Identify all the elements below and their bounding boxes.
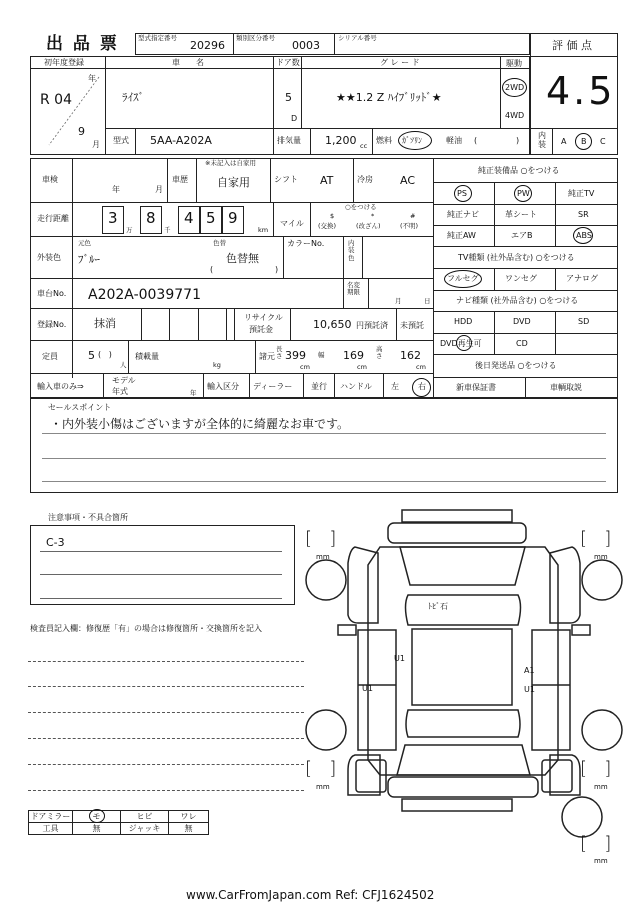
orig-color-label: 元色 bbox=[78, 239, 91, 247]
fuel-diesel: 軽油 bbox=[446, 136, 462, 145]
bracket-rl: [ ] bbox=[305, 758, 337, 779]
exchange-label: (交換) bbox=[318, 222, 337, 230]
car-name-label: 車 名 bbox=[172, 58, 204, 67]
load-unit: kg bbox=[213, 361, 221, 369]
type-label: 型式 bbox=[113, 136, 129, 145]
handle-left: 左 bbox=[391, 382, 399, 391]
dealer-option: ディーラー bbox=[253, 382, 293, 391]
recycle-label-2: 預託金 bbox=[249, 325, 273, 334]
capacity-paren: ( ) bbox=[98, 350, 112, 359]
tv-analog: アナログ bbox=[566, 274, 598, 283]
docs-title: 後日発送品 ○をつける bbox=[475, 361, 557, 370]
diagram-right-mark-2: U1 bbox=[524, 685, 535, 694]
name-change-day: 日 bbox=[424, 297, 431, 305]
diagram-right-mark-1: A1 bbox=[524, 666, 535, 675]
registration-label: 登録No. bbox=[37, 320, 67, 329]
mileage-digit-5: 9 bbox=[228, 209, 238, 227]
equip-leather: 革シート bbox=[505, 210, 537, 219]
height-unit: cm bbox=[416, 363, 426, 371]
diagram-left-mark-1: U1 bbox=[394, 654, 405, 663]
orig-color-value: ﾌﾞﾙｰ bbox=[78, 253, 100, 266]
model-year-label-2: 年式 bbox=[112, 387, 128, 396]
sales-block bbox=[30, 398, 618, 493]
page-title: 出 品 票 bbox=[46, 34, 119, 54]
tamper-symbol: * bbox=[371, 212, 375, 220]
shift-label: シフト bbox=[274, 175, 298, 184]
drive-4wd: 4WD bbox=[505, 111, 525, 120]
drive-2wd-circle bbox=[502, 78, 527, 97]
diagram-left-mark-2: U1 bbox=[362, 684, 373, 693]
capacity-unit: 人 bbox=[120, 361, 127, 369]
color-paren-open: ( bbox=[210, 265, 214, 274]
interior-color-label: 内装色 bbox=[348, 239, 355, 262]
mirror-header-3: ワレ bbox=[169, 811, 209, 823]
fuel-gasoline-circle bbox=[398, 131, 432, 150]
doors-label: ドア数 bbox=[276, 58, 300, 67]
grade-label: グ レ ー ド bbox=[380, 58, 420, 67]
fuel-paren-close: ) bbox=[516, 136, 520, 145]
notes-box bbox=[30, 525, 295, 605]
doors-type: D bbox=[291, 114, 298, 123]
equip-pw-circle bbox=[514, 185, 532, 202]
interior-grade-b-circle bbox=[575, 133, 592, 150]
model-year-unit: 年 bbox=[190, 389, 197, 397]
inspector-line-2 bbox=[28, 686, 304, 687]
first-reg-month: 9 bbox=[78, 125, 85, 138]
drive-2wd: 2WD bbox=[505, 83, 525, 92]
mirror-header-2: ヒビ bbox=[121, 811, 169, 823]
color-paren-close: ) bbox=[275, 265, 279, 274]
mileage-unit-km: km bbox=[258, 226, 269, 234]
unknown-symbol: # bbox=[410, 212, 416, 220]
displacement-label: 排気量 bbox=[277, 136, 301, 145]
tamper-label: (改ざん) bbox=[356, 222, 381, 230]
tv-fullseg: フルセグ bbox=[447, 274, 479, 283]
dims-label: 諸元 bbox=[259, 352, 275, 361]
mm-spare: mm bbox=[594, 857, 608, 865]
mirror-row-1: 無 bbox=[73, 823, 121, 835]
width-unit: cm bbox=[357, 363, 367, 371]
bracket-spare: [ ] bbox=[580, 833, 612, 854]
score-value: 4.5 bbox=[546, 69, 616, 113]
model-code-value: 20296 bbox=[190, 39, 225, 52]
equip-ps: PS bbox=[457, 189, 467, 198]
history-label: 車歴 bbox=[172, 175, 188, 184]
mileage-unit-sen: 千 bbox=[164, 226, 171, 234]
equip-airbag: エアB bbox=[511, 231, 533, 240]
model-year-label-1: モデル bbox=[112, 376, 136, 385]
interior-label: 内装 bbox=[538, 131, 546, 149]
navi-sd: SD bbox=[578, 317, 590, 326]
mileage-digit-1: 3 bbox=[108, 209, 118, 227]
name-change-label: 名変期限 bbox=[347, 281, 360, 297]
category-value: 0003 bbox=[292, 39, 320, 52]
length-label: 長さ bbox=[276, 345, 283, 361]
length-value: 399 bbox=[285, 349, 306, 362]
mm-fr: mm bbox=[594, 553, 608, 561]
color-change-label: 色替 bbox=[213, 239, 226, 247]
mm-rr: mm bbox=[594, 783, 608, 791]
navi-hdd: HDD bbox=[454, 317, 473, 326]
unknown-label: (不明) bbox=[400, 222, 419, 230]
name-change-month: 月 bbox=[395, 297, 402, 305]
docs-manual: 車輌取説 bbox=[550, 383, 582, 392]
import-label: 輸入車のみ⇒ bbox=[37, 382, 84, 391]
inspector-line-3 bbox=[28, 712, 304, 713]
inspector-line-5 bbox=[28, 764, 304, 765]
mileage-digit-4: 5 bbox=[206, 209, 216, 227]
color-no-label: カラーNo. bbox=[287, 239, 325, 248]
bracket-fr: [ ] bbox=[580, 528, 612, 549]
height-value: 162 bbox=[400, 349, 421, 362]
fuel-label: 燃料 bbox=[376, 136, 392, 145]
displacement-unit: cc bbox=[360, 142, 368, 150]
first-reg-label: 初年度登録 bbox=[44, 58, 84, 67]
equip-sr: SR bbox=[578, 210, 589, 219]
sales-text: ・内外装小傷はございますが全体的に綺麗なお車です。 bbox=[50, 417, 350, 431]
import-cat-label: 輸入区分 bbox=[207, 382, 239, 391]
score-label: 評 価 点 bbox=[552, 39, 592, 52]
navi-dvd-play-circle bbox=[456, 335, 472, 351]
category-label: 類別区分番号 bbox=[236, 34, 275, 42]
shaken-month-unit: 月 bbox=[155, 185, 163, 194]
parallel-option: 並行 bbox=[311, 382, 327, 391]
footer-ref: www.CarFromJapan.com Ref: CFJ1624502 bbox=[186, 888, 435, 902]
navi-dvd-play: DVD再生可 bbox=[440, 339, 482, 348]
bracket-rr: [ ] bbox=[580, 758, 612, 779]
mirror-table bbox=[28, 810, 209, 835]
notes-label: 注意事項・不具合箇所 bbox=[48, 513, 128, 522]
width-value: 169 bbox=[343, 349, 364, 362]
shift-value: AT bbox=[320, 174, 334, 187]
mm-rl: mm bbox=[316, 783, 330, 791]
equip-pw: PW bbox=[517, 189, 530, 198]
capacity-label: 定員 bbox=[42, 352, 58, 361]
load-label: 積載量 bbox=[135, 352, 159, 361]
car-diagram bbox=[300, 505, 630, 865]
car-name-value: ﾗｲｽﾞ bbox=[122, 91, 144, 104]
drive-label: 駆動 bbox=[506, 59, 522, 68]
mirror-row-3: 無 bbox=[169, 823, 209, 835]
sales-label: セールスポイント bbox=[48, 403, 112, 412]
equip-ps-circle bbox=[454, 185, 472, 202]
navi-title: ナビ種類 (社外品含む) ○をつける bbox=[456, 296, 579, 305]
mileage-unit-man: 万 bbox=[126, 226, 133, 234]
mileage-digit-3: 4 bbox=[184, 209, 194, 227]
width-label: 幅 bbox=[318, 351, 325, 359]
inspector-label: 検査員記入欄：修復歴「有」の場合は修復箇所・交換箇所を記入 bbox=[30, 624, 262, 633]
tv-oneseg: ワンセグ bbox=[505, 274, 537, 283]
navi-dvd: DVD bbox=[513, 317, 531, 326]
length-unit: cm bbox=[300, 363, 310, 371]
equip-abs: ABS bbox=[576, 231, 592, 240]
equip-aw: 純正AW bbox=[447, 231, 476, 240]
history-note: ※未記入は自家用 bbox=[205, 159, 256, 167]
shaken-label: 車検 bbox=[42, 175, 58, 184]
chassis-label: 車台No. bbox=[37, 289, 67, 298]
doors-value: 5 bbox=[285, 91, 292, 104]
serial-label: シリアル番号 bbox=[338, 34, 377, 42]
first-reg-year: R 04 bbox=[40, 92, 72, 108]
tv-fullseg-circle bbox=[444, 270, 482, 288]
inspector-line-4 bbox=[28, 738, 304, 739]
first-reg-month-unit: 月 bbox=[92, 140, 100, 149]
mirror-circle bbox=[89, 809, 105, 823]
chassis-value: A202A-0039771 bbox=[88, 287, 201, 303]
interior-grade-a: A bbox=[561, 137, 567, 146]
ac-value: AC bbox=[400, 174, 416, 187]
history-value: 自家用 bbox=[217, 176, 250, 189]
height-label: 高さ bbox=[376, 345, 383, 361]
mm-fl: mm bbox=[316, 553, 330, 561]
bracket-fl: [ ] bbox=[305, 528, 337, 549]
exchange-symbol: $ bbox=[330, 212, 335, 220]
first-reg-year-unit: 年 bbox=[88, 74, 96, 83]
interior-grade-b: B bbox=[581, 137, 587, 146]
tv-title: TV種類 (社外品含む) ○をつける bbox=[458, 253, 575, 262]
displacement-value: 1,200 bbox=[325, 134, 357, 147]
mileage-digit-2: 8 bbox=[146, 209, 156, 227]
equip-abs-circle bbox=[573, 227, 593, 244]
mirror-row-2: ジャッキ bbox=[121, 823, 169, 835]
notes-line1: C-3 bbox=[46, 536, 65, 549]
recycle-label-1: リサイクル bbox=[244, 313, 283, 322]
inspector-line-1 bbox=[28, 661, 304, 662]
handle-right: 右 bbox=[418, 382, 426, 391]
mirror-header-0: ドアミラー bbox=[29, 811, 73, 823]
fuel-gasoline: ｶﾞｿﾘﾝ bbox=[402, 136, 422, 145]
grade-value: ★★1.2 Z ﾊｲﾌﾞﾘｯﾄﾞ★ bbox=[336, 91, 442, 104]
docs-warranty: 新車保証書 bbox=[456, 383, 496, 392]
recycle-suffix: 円預託済 bbox=[356, 321, 388, 330]
diagram-windshield-mark: ﾄﾋﾞ石 bbox=[428, 602, 448, 611]
color-change-value: 色替無 bbox=[226, 252, 259, 265]
color-label: 外装色 bbox=[37, 253, 61, 262]
handle-label: ハンドル bbox=[340, 382, 372, 391]
inspector-line-6 bbox=[28, 790, 304, 791]
mile-label: マイル bbox=[280, 219, 304, 228]
recycle-value: 10,650 bbox=[313, 318, 352, 331]
shaken-year-unit: 年 bbox=[112, 185, 120, 194]
mirror-header-1: モ bbox=[73, 811, 121, 823]
handle-right-circle bbox=[412, 378, 431, 397]
ac-label: 冷房 bbox=[357, 175, 373, 184]
interior-grade-c: C bbox=[600, 137, 606, 146]
navi-cd: CD bbox=[516, 339, 528, 348]
mirror-row-0: 工具 bbox=[29, 823, 73, 835]
fuel-paren-open: ( bbox=[474, 136, 478, 145]
capacity-value: 5 bbox=[88, 349, 95, 362]
registration-value: 抹消 bbox=[94, 317, 116, 330]
equip-tv: 純正TV bbox=[568, 189, 595, 198]
type-value: 5AA-A202A bbox=[150, 134, 212, 147]
equip-navi: 純正ナビ bbox=[447, 210, 479, 219]
not-deposited: 未預託 bbox=[400, 321, 424, 330]
model-code-label: 型式指定番号 bbox=[138, 34, 177, 42]
mileage-label: 走行距離 bbox=[37, 214, 69, 223]
equipment-title: 純正装備品 ○をつける bbox=[478, 166, 560, 175]
mark-label: ○をつける bbox=[345, 203, 377, 211]
